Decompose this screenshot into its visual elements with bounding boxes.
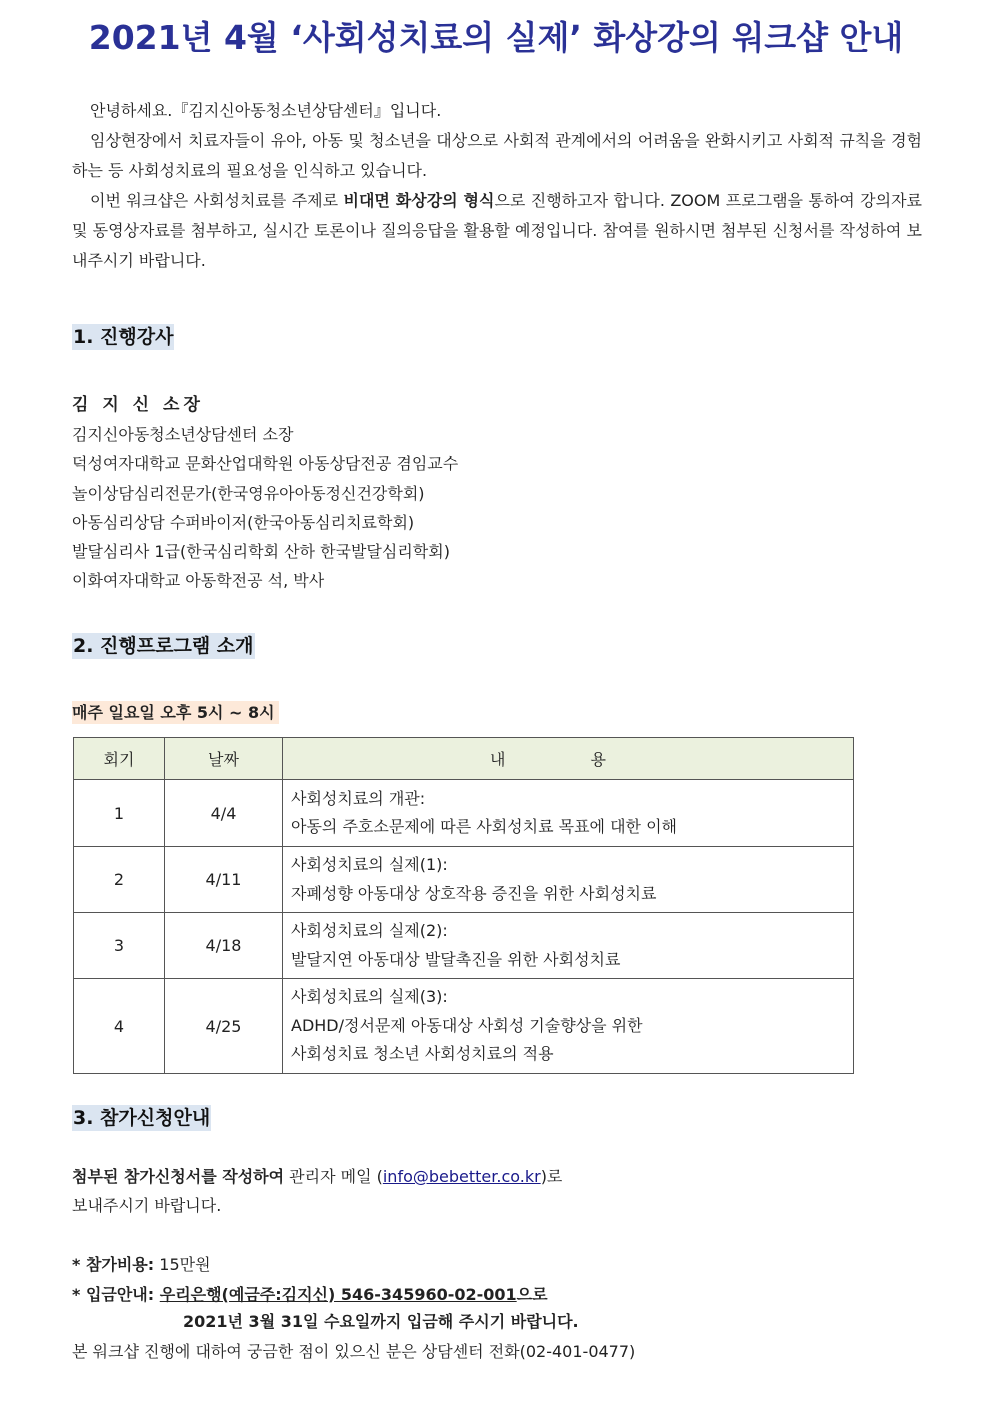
section-heading-apply-text: 3. 참가신청안내 bbox=[73, 1107, 211, 1129]
section-heading-program-text: 2. 진행프로그램 소개 bbox=[73, 635, 254, 657]
session-cell: 3 bbox=[74, 913, 165, 979]
session-cell: 4 bbox=[74, 979, 165, 1074]
table-header-row bbox=[74, 738, 854, 780]
section-heading-apply bbox=[72, 1103, 211, 1130]
fee-line bbox=[72, 1250, 548, 1280]
schedule-highlight: 매주 일요일 오후 5시 ~ 8시 bbox=[72, 701, 279, 724]
content-cell bbox=[283, 847, 854, 913]
content-cell bbox=[283, 913, 854, 979]
header-date: 날짜 bbox=[165, 738, 283, 780]
contact-info: 본 워크샵 진행에 대하여 궁금한 점이 있으신 분은 상담센터 전화(02-401-0477) bbox=[72, 1342, 636, 1361]
fee-label: * 참가비용: bbox=[72, 1255, 155, 1274]
table-row bbox=[74, 780, 854, 847]
intro-paragraph-2-bold: 비대면 화상강의 형식 bbox=[343, 191, 495, 210]
career-item: 발달심리사 1급(한국심리학회 산하 한국발달심리학회) bbox=[72, 542, 450, 562]
session-cell: 2 bbox=[74, 847, 165, 913]
content-cell bbox=[283, 780, 854, 847]
apply-mid: 관리자 메일 ( bbox=[284, 1167, 383, 1186]
career-item: 아동심리상담 수퍼바이저(한국아동심리치료학회) bbox=[72, 512, 415, 532]
content-line: 사회성치료의 실제(3): bbox=[291, 987, 448, 1007]
session-cell: 1 bbox=[74, 780, 165, 847]
deposit-account: 우리은행(예금주:김지신) 546-345960-02-001 bbox=[159, 1284, 517, 1304]
apply-line-2: 보내주시기 바랍니다. bbox=[72, 1196, 222, 1215]
apply-instructions bbox=[72, 1162, 562, 1220]
date-cell: 4/18 bbox=[165, 913, 283, 979]
deposit-label: * 입금안내: bbox=[72, 1284, 160, 1304]
document-title: 2021년 4월 ‘사회성치료의 실제’ 화상강의 워크샵 안내 bbox=[88, 18, 904, 57]
table-row bbox=[74, 979, 854, 1074]
deposit-line bbox=[72, 1280, 548, 1310]
content-cell bbox=[283, 979, 854, 1074]
career-item: 이화여자대학교 아동학전공 석, 박사 bbox=[72, 571, 325, 591]
apply-bold: 첨부된 참가신청서를 작성하여 bbox=[72, 1167, 285, 1186]
content-line: 발달지연 아동대상 발달촉진을 위한 사회성치료 bbox=[291, 949, 621, 969]
table-row bbox=[74, 913, 854, 979]
section-heading-lecturer-text: 1. 진행강사 bbox=[73, 326, 174, 348]
email-link[interactable]: info@bebetter.co.kr bbox=[382, 1167, 541, 1186]
fee-info bbox=[72, 1250, 548, 1309]
date-cell: 4/25 bbox=[165, 979, 283, 1074]
deposit-suffix: 으로 bbox=[516, 1284, 548, 1304]
date-cell: 4/4 bbox=[165, 780, 283, 847]
apply-end: )로 bbox=[540, 1167, 563, 1186]
date-cell: 4/11 bbox=[165, 847, 283, 913]
lecturer-career-list bbox=[72, 420, 458, 596]
content-line: 사회성치료의 개관: bbox=[291, 788, 426, 808]
intro-paragraph-2-post: 으로 진행하고자 합니다. ZOOM 프로그램을 통하여 강의자료 및 동영상자료를 첨부하고, 실시간 토론이나 질의응답을 활용할 예정입니다. 참여를 원하시면 첨부된 신청서를 작성하여 보내주시기 바랍니다. bbox=[72, 191, 923, 270]
header-session: 회기 bbox=[74, 738, 165, 780]
intro-section bbox=[72, 96, 922, 276]
intro-paragraph-2-pre: 이번 워크샵은 사회성치료를 주제로 bbox=[90, 191, 344, 210]
section-heading-program bbox=[72, 631, 255, 658]
career-item: 김지신아동청소년상담센터 소장 bbox=[72, 425, 294, 444]
lecturer-name: 김 지 신 소장 bbox=[72, 395, 204, 415]
table-row bbox=[74, 847, 854, 913]
content-line: 사회성치료 청소년 사회성치료의 적용 bbox=[291, 1044, 554, 1064]
content-line: ADHD/정서문제 아동대상 사회성 기술향상을 위한 bbox=[291, 1015, 643, 1035]
content-line: 사회성치료의 실제(1): bbox=[291, 855, 448, 874]
schedule-text bbox=[72, 700, 279, 723]
career-item: 놀이상담심리전문가(한국영유아아동정신건강학회) bbox=[72, 483, 425, 503]
intro-paragraph-1: 임상현장에서 치료자들이 유아, 아동 및 청소년을 대상으로 사회적 관계에서의 어려움을 완화시키고 사회적 규칙을 경험하는 등 사회성치료의 필요성을 인식하고 있습니다. bbox=[72, 131, 922, 180]
content-line: 사회성치료의 실제(2): bbox=[291, 921, 448, 940]
section-heading-lecturer bbox=[72, 322, 174, 349]
greeting-text: 안녕하세요.『김지신아동청소년상담센터』입니다. bbox=[90, 101, 442, 120]
content-line: 아동의 주호소문제에 따른 사회성치료 목표에 대한 이해 bbox=[291, 817, 678, 836]
header-content: 내 용 bbox=[283, 738, 854, 780]
apply-line-1 bbox=[72, 1162, 562, 1191]
fee-value: 15만원 bbox=[154, 1255, 211, 1274]
deposit-deadline: 2021년 3월 31일 수요일까지 입금해 주시기 바랍니다. bbox=[183, 1312, 579, 1331]
content-line: 자폐성향 아동대상 상호작용 증진을 위한 사회성치료 bbox=[291, 883, 657, 903]
career-item: 덕성여자대학교 문화산업대학원 아동상담전공 겸임교수 bbox=[72, 454, 459, 474]
intro-paragraph-2 bbox=[72, 186, 922, 276]
program-table bbox=[73, 737, 854, 1074]
